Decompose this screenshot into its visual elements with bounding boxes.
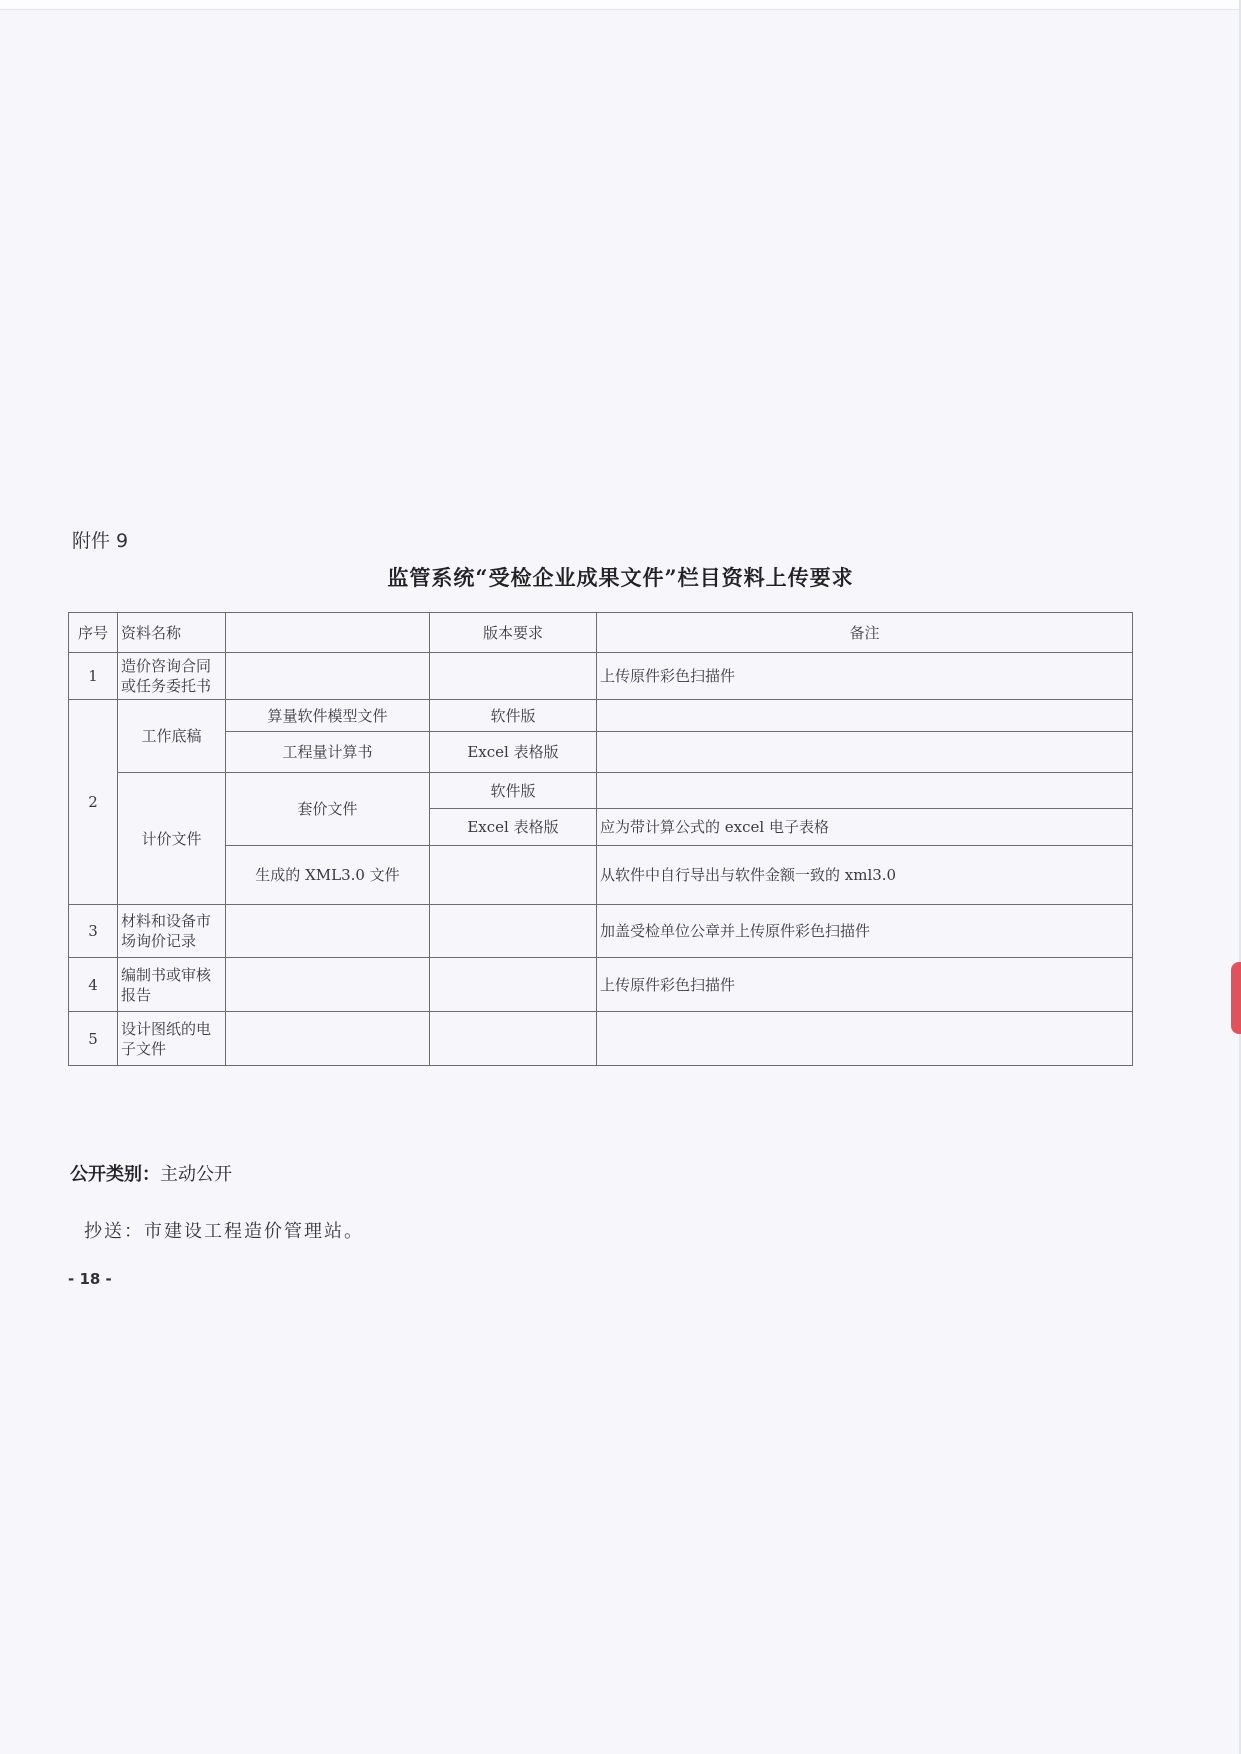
row5-name: 设计图纸的电子文件	[118, 1012, 226, 1066]
margin-red-mark	[1231, 962, 1241, 1034]
row4-remark: 上传原件彩色扫描件	[597, 958, 1133, 1012]
row2-ver-software: 软件版	[430, 700, 597, 732]
table-header-row	[69, 613, 1133, 653]
table-row	[69, 773, 1133, 809]
row3-seq: 3	[69, 905, 118, 958]
public-category	[70, 1160, 232, 1186]
table-row	[69, 958, 1133, 1012]
row2-remark-set-software	[597, 773, 1133, 809]
row2-remark-xml: 从软件中自行导出与软件金额一致的 xml3.0	[597, 846, 1133, 905]
header-seq: 序号	[69, 613, 118, 653]
row5-empty	[226, 1012, 430, 1066]
public-category-label: 公开类别：	[70, 1164, 160, 1185]
document-title: 监管系统“受检企业成果文件”栏目资料上传要求	[387, 565, 854, 590]
table-row	[69, 846, 1133, 905]
upload-requirements-table	[68, 612, 1133, 1066]
row2-sub-calc: 工程量计算书	[226, 732, 430, 773]
row1-empty	[226, 653, 430, 700]
row4-version	[430, 958, 597, 1012]
table-row	[69, 732, 1133, 773]
row4-empty	[226, 958, 430, 1012]
header-empty	[226, 613, 430, 653]
row3-empty	[226, 905, 430, 958]
row2-sub-set: 套价文件	[226, 773, 430, 846]
cc-line: 抄送：市建设工程造价管理站。	[84, 1221, 364, 1242]
row2-ver-software-2: 软件版	[430, 773, 597, 809]
public-category-value: 主动公开	[160, 1164, 232, 1185]
page-top-edge	[0, 0, 1241, 10]
row2-remark-model	[597, 700, 1133, 732]
table-row	[69, 905, 1133, 958]
row1-version	[430, 653, 597, 700]
header-version: 版本要求	[430, 613, 597, 653]
row4-seq: 4	[69, 958, 118, 1012]
row2-group-work: 工作底稿	[118, 700, 226, 773]
header-remark: 备注	[597, 613, 1133, 653]
row2-ver-excel: Excel 表格版	[430, 732, 597, 773]
row2-remark-excel: 应为带计算公式的 excel 电子表格	[597, 809, 1133, 846]
row2-sub-model: 算量软件模型文件	[226, 700, 430, 732]
row5-remark	[597, 1012, 1133, 1066]
attachment-label: 附件 9	[72, 530, 129, 552]
row3-name: 材料和设备市场询价记录	[118, 905, 226, 958]
row2-remark-calc	[597, 732, 1133, 773]
row2-ver-xml	[430, 846, 597, 905]
row3-version	[430, 905, 597, 958]
row3-remark: 加盖受检单位公章并上传原件彩色扫描件	[597, 905, 1133, 958]
page-number: - 18 -	[68, 1270, 112, 1288]
row2-group-pricing: 计价文件	[118, 773, 226, 905]
table-row	[69, 653, 1133, 700]
row1-remark: 上传原件彩色扫描件	[597, 653, 1133, 700]
row2-ver-excel-2: Excel 表格版	[430, 809, 597, 846]
table-row	[69, 700, 1133, 732]
header-name: 资料名称	[118, 613, 226, 653]
row2-sub-xml: 生成的 XML3.0 文件	[226, 846, 430, 905]
row4-name: 编制书或审核报告	[118, 958, 226, 1012]
row2-seq: 2	[69, 700, 118, 905]
table-row	[69, 1012, 1133, 1066]
row5-seq: 5	[69, 1012, 118, 1066]
row5-version	[430, 1012, 597, 1066]
row1-seq: 1	[69, 653, 118, 700]
row1-name: 造价咨询合同或任务委托书	[118, 653, 226, 700]
